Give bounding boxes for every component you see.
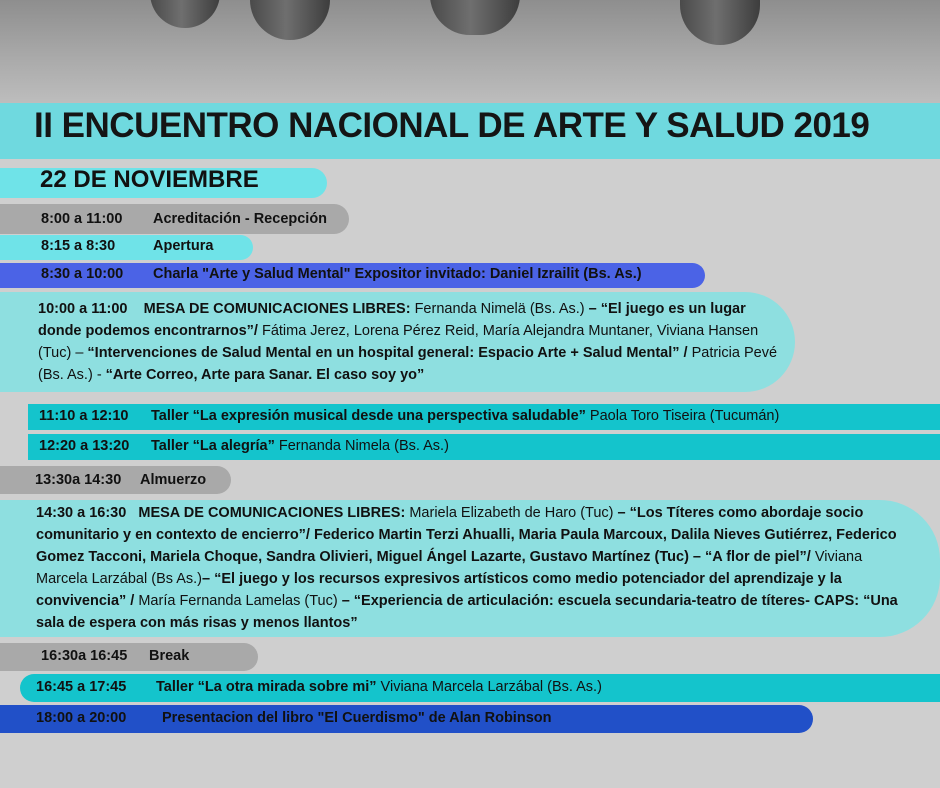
- row-time: 16:30a 16:45: [41, 648, 128, 664]
- finger-shape: [430, 0, 520, 35]
- mesa2-talk-3: – “Experiencia de articulación: escuela secundaria-teatro de títeres- CAPS: “Una sala de espera con más risas y menos llantos”: [36, 593, 898, 631]
- row-time: 11:10 a 12:10: [39, 408, 129, 424]
- row-time: 8:30 a 10:00: [41, 266, 124, 282]
- mesa2-presenter-1: Mariela Elizabeth de Haro (Tuc): [405, 505, 618, 521]
- mesa1-talk-3: “Arte Correo, Arte para Sanar. El caso soy yo”: [105, 367, 425, 383]
- row-label: Break: [149, 648, 190, 664]
- row-libro: [36, 710, 551, 726]
- mesa1-talk-1: – “El juego es un lugar donde podemos encontrarnos”/: [38, 301, 746, 339]
- row-acreditacion: [41, 211, 327, 227]
- row-presenter: Viviana Marcela Larzábal (Bs. As.): [376, 679, 602, 695]
- page-title: II ENCUENTRO NACIONAL DE ARTE Y SALUD 2019: [34, 106, 870, 145]
- mesa1-presenter-3: Patricia Pevé (Bs. As.) -: [38, 345, 778, 383]
- mesa2-talk-1: – “Los Títeres como abordaje socio comunitario y en contexto de encierro”/ Federico Martin Terzi Ahualli, Maria Paula Marcoux, Dalila Nieves Gutiérrez, Federico Gomez Tacconi, Mariela Choque, Sandra Olivieri, Miguel Ángel Lazarte, Gustavo Martínez (Tuc) – “A flor de piel”/: [36, 505, 897, 565]
- finger-shape: [680, 0, 760, 45]
- row-break: [41, 648, 189, 664]
- row-time: 18:00 a 20:00: [36, 710, 127, 726]
- row-time: 8:00 a 11:00: [41, 211, 123, 227]
- row-label: Presentacion del libro "El Cuerdismo" de Alan Robinson: [162, 710, 552, 726]
- row-time: 13:30a 14:30: [35, 472, 122, 488]
- row-label: Apertura: [153, 238, 214, 254]
- row-label: Taller “La expresión musical desde una perspectiva saludable”: [151, 408, 586, 424]
- row-presenter: Paola Toro Tiseira (Tucumán): [585, 408, 780, 424]
- row-label: Almuerzo: [140, 472, 207, 488]
- finger-shape: [250, 0, 330, 40]
- mesa1-presenter-1: Fernanda Nimelä (Bs. As.): [410, 301, 589, 317]
- mesa1-block: [38, 298, 778, 386]
- row-apertura: [41, 238, 213, 254]
- row-time: 8:15 a 8:30: [41, 238, 116, 254]
- row-presenter: Fernanda Nimela (Bs. As.): [274, 438, 449, 454]
- mesa1-presenter-2: Fátima Jerez, Lorena Pérez Reid, María Alejandra Muntaner, Viviana Hansen (Tuc) –: [38, 323, 759, 361]
- header-photo: [0, 0, 940, 103]
- mesa1-heading: MESA DE COMUNICACIONES LIBRES:: [143, 301, 411, 317]
- mesa2-block: [36, 502, 906, 634]
- row-label: Taller “La otra mirada sobre mi”: [156, 679, 377, 695]
- row-label: Acreditación - Recepción: [153, 211, 328, 227]
- finger-shape: [150, 0, 220, 28]
- row-time: 16:45 a 17:45: [36, 679, 127, 695]
- mesa2-presenter-3: María Fernanda Lamelas (Tuc): [134, 593, 342, 609]
- row-charla: [41, 266, 642, 282]
- row-label: Taller “La alegría”: [151, 438, 275, 454]
- row-taller2: [39, 438, 449, 454]
- row-almuerzo: [35, 472, 206, 488]
- mesa1-talk-2: “Intervenciones de Salud Mental en un hospital general: Espacio Arte + Salud Mental” /: [87, 345, 688, 361]
- row-taller3: [36, 679, 602, 695]
- row-taller1: [39, 408, 779, 424]
- mesa2-heading: MESA DE COMUNICACIONES LIBRES:: [138, 505, 406, 521]
- mesa1-time: 10:00 a 11:00: [38, 301, 128, 317]
- mesa2-presenter-2: Viviana Marcela Larzábal (Bs As.): [36, 549, 863, 587]
- mesa2-time: 14:30 a 16:30: [36, 505, 127, 521]
- event-date: 22 DE NOVIEMBRE: [40, 166, 259, 193]
- mesa2-talk-2: – “El juego y los recursos expresivos artísticos como medio potenciador del aprendizaje y la convivencia” /: [36, 571, 842, 609]
- row-label: Charla "Arte y Salud Mental" Expositor invitado: Daniel Izrailit (Bs. As.): [153, 266, 642, 282]
- row-time: 12:20 a 13:20: [39, 438, 130, 454]
